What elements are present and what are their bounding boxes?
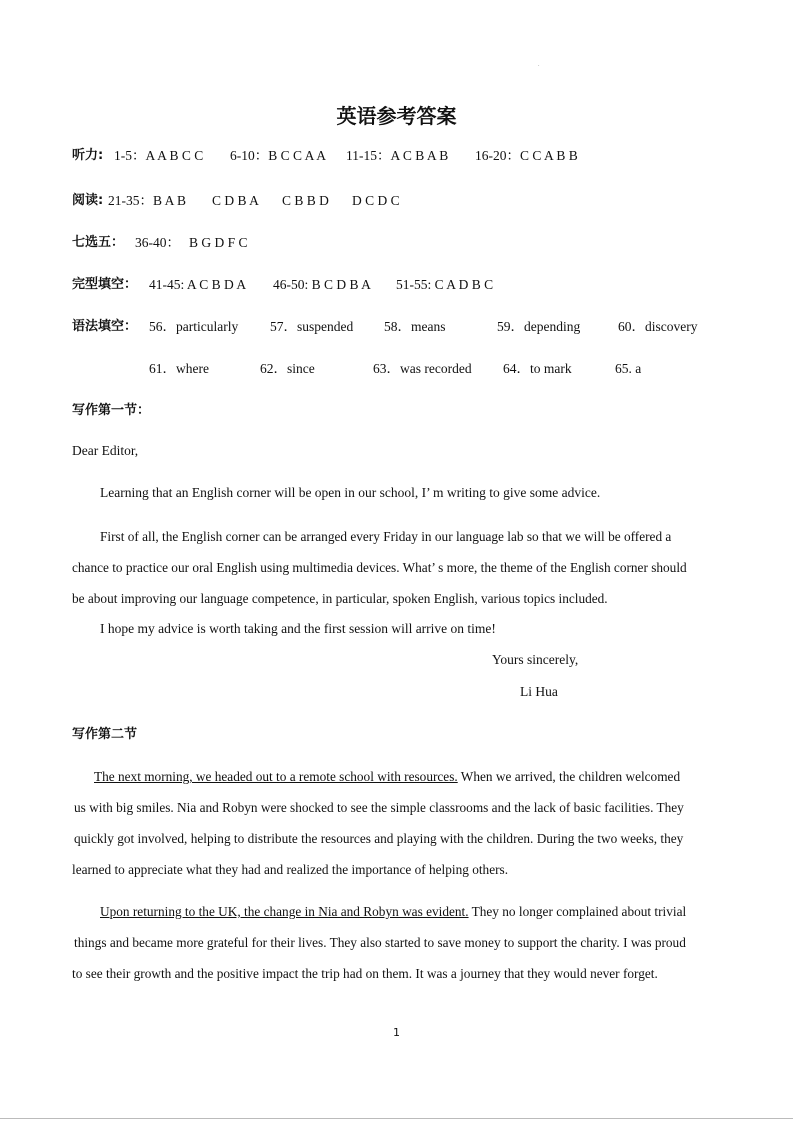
grammar-answer-65: 65. a bbox=[615, 361, 642, 376]
grammar-answer-57: 57．suspended bbox=[270, 319, 354, 334]
story-paragraph-2-line-1 bbox=[72, 896, 724, 927]
reading-group-2: C D B A bbox=[212, 193, 259, 208]
grammar-answer-61: 61．where bbox=[149, 361, 209, 376]
story-paragraph-2-line-2: things and became more grateful for their lives. They also started to save money to support the charity. I was proud bbox=[74, 935, 686, 950]
reading-group-3: C B B D bbox=[282, 193, 329, 208]
cloze-group-1: 41-45: A C B D A bbox=[149, 277, 247, 292]
listening-label: 听力: bbox=[72, 148, 104, 163]
story-paragraph-2-line-1-rest: They no longer complained about trivial bbox=[468, 904, 687, 919]
story-paragraph-2 bbox=[72, 896, 724, 989]
grammar-label: 语法填空： bbox=[72, 319, 138, 334]
listening-group-3: 11-15：A C B A B bbox=[346, 148, 449, 163]
story-paragraph-1-opening-sentence: The next morning, we headed out to a remote school with resources. bbox=[94, 769, 458, 784]
page-bottom-border bbox=[0, 1118, 793, 1119]
story-paragraph-1-line-4: learned to appreciate what they had and realized the importance of helping others. bbox=[72, 862, 509, 877]
letter-greeting: Dear Editor, bbox=[72, 443, 139, 458]
seven-choose-five-label: 七选五： bbox=[72, 235, 125, 250]
seven-choose-five-range: 36-40： bbox=[135, 235, 180, 250]
listening-group-4: 16-20：C C A B B bbox=[475, 148, 578, 163]
letter-paragraph-1: Learning that an English corner will be open in our school, I’ m writing to give some advice. bbox=[100, 485, 601, 500]
stray-mark: . bbox=[538, 62, 540, 68]
grammar-answer-60: 60．discovery bbox=[618, 319, 698, 334]
seven-choose-five-answers: B G D F C bbox=[189, 235, 248, 250]
letter-signature: Li Hua bbox=[520, 684, 558, 699]
story-paragraph-1-line-1-rest: When we arrived, the children welcomed bbox=[457, 769, 681, 784]
page-title: 英语参考答案 bbox=[336, 104, 457, 128]
grammar-answer-62: 62．since bbox=[260, 361, 315, 376]
story-paragraph-1 bbox=[72, 761, 724, 885]
story-paragraph-1-line-1 bbox=[72, 761, 724, 792]
listening-group-2: 6-10：B C C A A bbox=[230, 148, 327, 163]
story-paragraph-1-line-2: us with big smiles. Nia and Robyn were shocked to see the simple classrooms and the lack of basic facilities. They bbox=[74, 800, 684, 815]
grammar-answer-64: 64．to mark bbox=[503, 361, 572, 376]
grammar-answer-59: 59．depending bbox=[497, 319, 581, 334]
story-paragraph-2-opening-sentence: Upon returning to the UK, the change in Nia and Robyn was evident. bbox=[100, 904, 469, 919]
letter-paragraph-2-line-3: be about improving our language competence, in particular, spoken English, various topics included. bbox=[72, 591, 608, 606]
writing-2-heading: 写作第二节 bbox=[72, 727, 138, 742]
grammar-answer-56: 56．particularly bbox=[149, 319, 239, 334]
letter-closing: Yours sincerely, bbox=[492, 652, 579, 667]
story-paragraph-2-line-3: to see their growth and the positive impact the trip had on them. It was a journey that they would never forget. bbox=[72, 966, 658, 981]
letter-paragraph-2-line-1: First of all, the English corner can be arranged every Friday in our language lab so that we will be offered a bbox=[100, 529, 672, 544]
grammar-answer-63: 63．was recorded bbox=[373, 361, 472, 376]
letter-paragraph-3: I hope my advice is worth taking and the first session will arrive on time! bbox=[100, 621, 496, 636]
listening-group-1: 1-5：A A B C C bbox=[114, 148, 204, 163]
page-number: 1 bbox=[393, 1026, 400, 1039]
cloze-group-2: 46-50: B C D B A bbox=[273, 277, 371, 292]
writing-1-heading: 写作第一节： bbox=[72, 403, 151, 418]
cloze-group-3: 51-55: C A D B C bbox=[396, 277, 494, 292]
reading-group-1: 21-35：B A B bbox=[108, 193, 187, 208]
reading-label: 阅读: bbox=[72, 193, 104, 208]
cloze-label: 完型填空： bbox=[72, 277, 138, 292]
letter-paragraph-2-line-2: chance to practice our oral English using multimedia devices. What’ s more, the theme of the English corner should bbox=[72, 560, 687, 575]
reading-group-4: D C D C bbox=[352, 193, 400, 208]
grammar-answer-58: 58．means bbox=[384, 319, 446, 334]
story-paragraph-1-line-3: quickly got involved, helping to distribute the resources and playing with the children. During the two weeks, they bbox=[74, 831, 684, 846]
letter-paragraph-2 bbox=[72, 521, 722, 614]
